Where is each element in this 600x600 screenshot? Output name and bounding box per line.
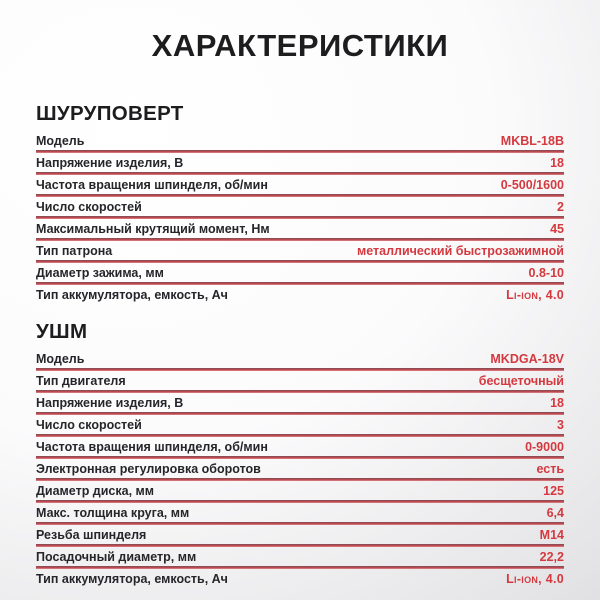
spec-value: 0.8-10 [528, 266, 564, 280]
spec-row [36, 569, 564, 588]
spec-label: Частота вращения шпинделя, об/мин [36, 440, 268, 454]
spec-label: Тип двигателя [36, 374, 126, 388]
spec-label: Число скоростей [36, 418, 142, 432]
spec-row [36, 393, 564, 412]
spec-value: M14 [539, 528, 564, 542]
spec-value: 125 [543, 484, 564, 498]
spec-section [36, 320, 564, 588]
spec-value: металлический быстрозажимной [356, 244, 564, 258]
spec-value: бесщеточный [478, 374, 564, 388]
spec-row [36, 219, 564, 238]
spec-label: Тип аккумулятора, емкость, Ач [36, 288, 228, 302]
spec-label: Модель [36, 352, 85, 366]
spec-label: Напряжение изделия, В [36, 156, 184, 170]
spec-value: 0-500/1600 [500, 178, 564, 192]
spec-row [36, 459, 564, 478]
spec-label: Максимальный крутящий момент, Нм [36, 222, 270, 236]
spec-row [36, 175, 564, 194]
spec-label: Число скоростей [36, 200, 142, 214]
spec-label: Посадочный диаметр, мм [36, 550, 197, 564]
spec-label: Электронная регулировка оборотов [36, 462, 261, 476]
spec-label: Диаметр диска, мм [36, 484, 155, 498]
spec-row [36, 241, 564, 260]
spec-row [36, 197, 564, 216]
spec-row [36, 525, 564, 544]
section-heading: ШУРУПОВЕРТ [36, 102, 184, 125]
spec-value: 0-9000 [525, 440, 564, 454]
spec-label: Тип аккумулятора, емкость, Ач [36, 572, 228, 586]
spec-row [36, 285, 564, 304]
spec-label: Тип патрона [36, 244, 113, 258]
section-heading: УШМ [36, 320, 88, 343]
spec-row [36, 349, 564, 368]
page-title: ХАРАКТЕРИСТИКИ [151, 28, 449, 63]
spec-value: Li-ion, 4.0 [506, 288, 564, 302]
spec-section [36, 102, 564, 304]
spec-row [36, 547, 564, 566]
spec-row [36, 263, 564, 282]
spec-row [36, 131, 564, 150]
spec-label: Резьба шпинделя [36, 528, 147, 542]
spec-label: Диаметр зажима, мм [36, 266, 164, 280]
spec-row [36, 415, 564, 434]
spec-row [36, 437, 564, 456]
spec-label: Напряжение изделия, В [36, 396, 184, 410]
spec-value: 45 [550, 222, 564, 236]
spec-row [36, 481, 564, 500]
spec-value: Li-ion, 4.0 [506, 572, 564, 586]
spec-row [36, 153, 564, 172]
spec-value: 3 [557, 418, 564, 432]
spec-value: есть [536, 462, 564, 476]
spec-row [36, 371, 564, 390]
spec-value: 6,4 [546, 506, 564, 520]
spec-label: Модель [36, 134, 85, 148]
spec-label: Макс. толщина круга, мм [36, 506, 190, 520]
spec-value: 18 [550, 396, 564, 410]
spec-value: 2 [557, 200, 564, 214]
spec-value: 22,2 [539, 550, 564, 564]
spec-label: Частота вращения шпинделя, об/мин [36, 178, 268, 192]
spec-row [36, 503, 564, 522]
spec-sections [0, 102, 600, 588]
spec-value: MKDGA-18V [490, 352, 564, 366]
spec-value: 18 [550, 156, 564, 170]
spec-value: MKBL-18B [500, 134, 564, 148]
